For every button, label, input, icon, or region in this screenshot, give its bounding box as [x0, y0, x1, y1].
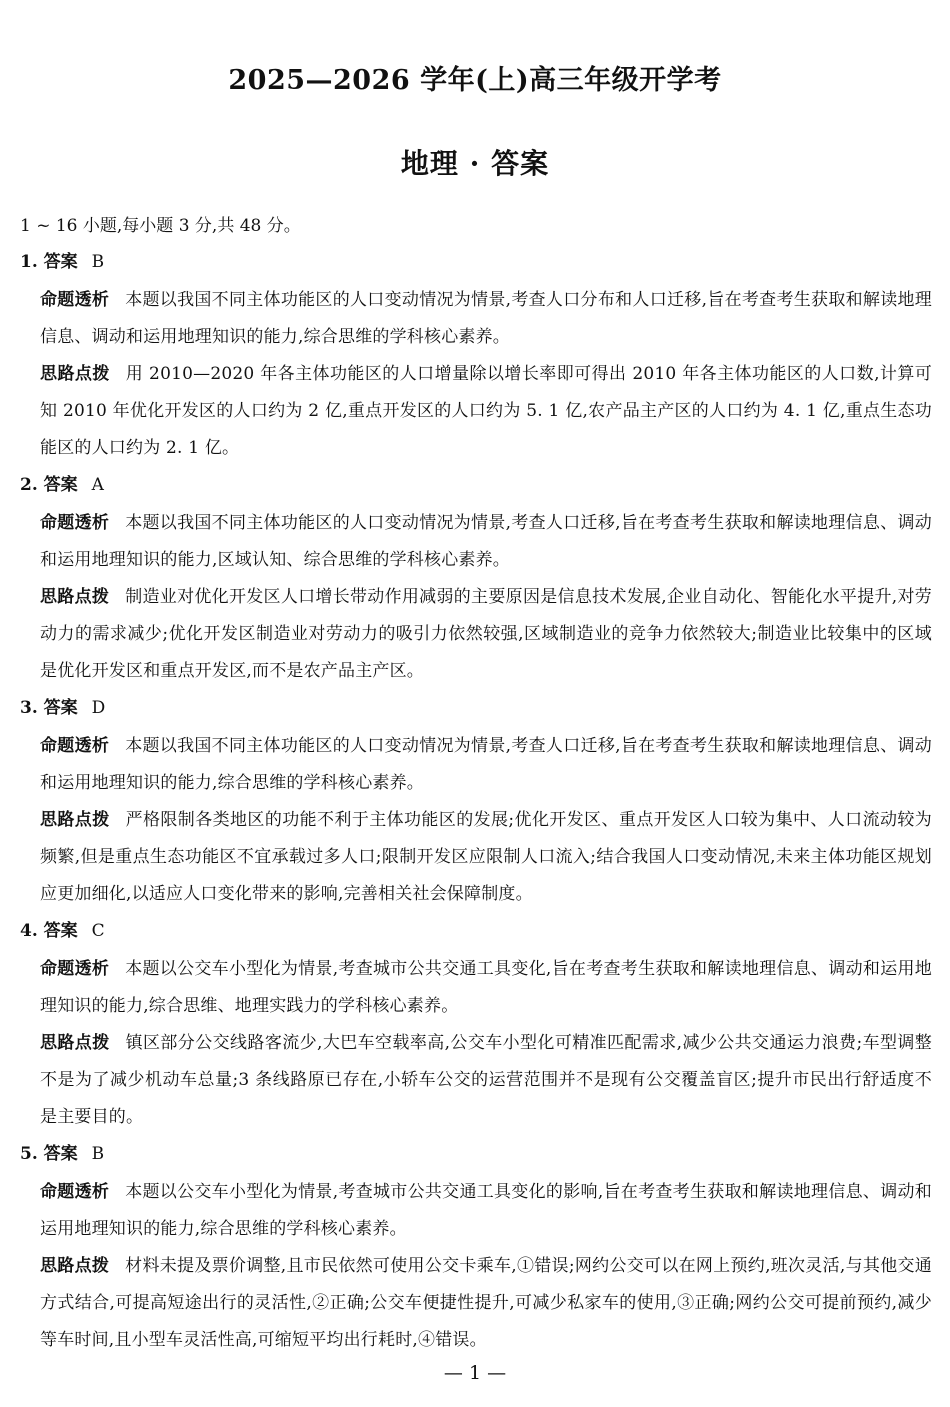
paragraph-text: 本题以公交车小型化为情景,考查城市公共交通工具变化,旨在考查考生获取和解读地理信息、调动和运用地理知识的能力,综合思维、地理实践力的学科核心素养。 — [40, 959, 932, 1016]
question-block — [20, 916, 932, 1136]
question-label: 4. 答案 — [20, 921, 78, 941]
paragraph-text: 制造业对优化开发区人口增长带动作用减弱的主要原因是信息技术发展,企业自动化、智能化水平提升,对劳动力的需求减少;优化开发区制造业对劳动力的吸引力依然较强,区域制造业的竞争力依然较大;制造业比较集中的区域是优化开发区和重点开发区,而不是农产品主产区。 — [40, 587, 932, 681]
paragraph-label: 命题透析 — [40, 736, 110, 756]
question-header — [20, 916, 932, 946]
question-header — [20, 470, 932, 500]
paragraph-text: 镇区部分公交线路客流少,大巴车空载率高,公交车小型化可精准匹配需求,减少公共交通运力浪费;车型调整不是为了减少机动车总量;3 条线路原已存在,小轿车公交的运营范围并不是现有公交覆盖盲区;提升市民出行舒适度不是主要目的。 — [40, 1033, 932, 1127]
hint-paragraph — [40, 579, 932, 690]
answer-choice: C — [91, 921, 105, 941]
paragraph-text: 本题以公交车小型化为情景,考查城市公共交通工具变化的影响,旨在考查考生获取和解读地理信息、调动和运用地理知识的能力,综合思维的学科核心素养。 — [40, 1182, 932, 1239]
question-block — [20, 693, 932, 913]
question-block — [20, 470, 932, 690]
intro-line: 1 ~ 16 小题,每小题 3 分,共 48 分。 — [20, 216, 301, 236]
paragraph-label: 思路点拨 — [40, 1033, 110, 1053]
paragraph-label: 思路点拨 — [40, 810, 110, 830]
answer-choice: A — [91, 475, 104, 495]
page-number: — 1 — — [443, 1362, 507, 1384]
hint-paragraph — [40, 356, 932, 467]
paragraph-label: 命题透析 — [40, 513, 110, 533]
analysis-paragraph — [40, 951, 932, 1025]
hint-paragraph — [40, 1025, 932, 1136]
paragraph-label: 思路点拨 — [40, 587, 110, 607]
question-block — [20, 247, 932, 467]
document-subtitle: 地理 · 答案 — [400, 147, 550, 180]
paragraph-label: 命题透析 — [40, 1182, 110, 1202]
paragraph-label: 命题透析 — [40, 959, 110, 979]
analysis-paragraph — [40, 728, 932, 802]
analysis-paragraph — [40, 505, 932, 579]
question-header — [20, 693, 932, 723]
answer-choice: D — [91, 698, 106, 718]
answer-content — [20, 211, 932, 1362]
paragraph-text: 材料未提及票价调整,且市民依然可使用公交卡乘车,①错误;网约公交可以在网上预约,班次灵活,与其他交通方式结合,可提高短途出行的灵活性,②正确;公交车便捷性提升,可减少私家车的使用,③正确;网约公交可提前预约,减少等车时间,且小型车灵活性高,可缩短平均出行耗时,④错误。 — [40, 1256, 932, 1350]
question-header — [20, 247, 932, 277]
hint-paragraph — [40, 1248, 932, 1359]
analysis-paragraph — [40, 1174, 932, 1248]
question-label: 3. 答案 — [20, 698, 78, 718]
paragraph-label: 命题透析 — [40, 290, 110, 310]
paragraph-text: 本题以我国不同主体功能区的人口变动情况为情景,考查人口迁移,旨在考查考生获取和解读地理信息、调动和运用地理知识的能力,综合思维的学科核心素养。 — [40, 736, 932, 793]
hint-paragraph — [40, 802, 932, 913]
answer-choice: B — [91, 252, 105, 272]
paragraph-text: 本题以我国不同主体功能区的人口变动情况为情景,考查人口分布和人口迁移,旨在考查考生获取和解读地理信息、调动和运用地理知识的能力,综合思维的学科核心素养。 — [40, 290, 932, 347]
question-block — [20, 1139, 932, 1359]
question-header — [20, 1139, 932, 1169]
paragraph-label: 思路点拨 — [40, 1256, 110, 1276]
paragraph-text: 本题以我国不同主体功能区的人口变动情况为情景,考查人口迁移,旨在考查考生获取和解读地理信息、调动和运用地理知识的能力,区域认知、综合思维的学科核心素养。 — [40, 513, 932, 570]
paragraph-text: 用 2010—2020 年各主体功能区的人口增量除以增长率即可得出 2010 年各主体功能区的人口数,计算可知 2010 年优化开发区的人口约为 2 亿,重点开发区的人口约为 5. 1 亿,农产品主产区的人口约为 4. 1 亿,重点生态功能区的人口约为 2. 1 亿。 — [40, 364, 932, 458]
analysis-paragraph — [40, 282, 932, 356]
answer-choice: B — [91, 1144, 105, 1164]
question-label: 1. 答案 — [20, 252, 78, 272]
question-label: 5. 答案 — [20, 1144, 78, 1164]
document-title: 2025—2026 学年(上)高三年级开学考 — [228, 65, 722, 96]
paragraph-label: 思路点拨 — [40, 364, 110, 384]
question-label: 2. 答案 — [20, 475, 78, 495]
paragraph-text: 严格限制各类地区的功能不利于主体功能区的发展;优化开发区、重点开发区人口较为集中、人口流动较为频繁,但是重点生态功能区不宜承载过多人口;限制开发区应限制人口流入;结合我国人口变动情况,未来主体功能区规划应更加细化,以适应人口变化带来的影响,完善相关社会保障制度。 — [40, 810, 932, 904]
